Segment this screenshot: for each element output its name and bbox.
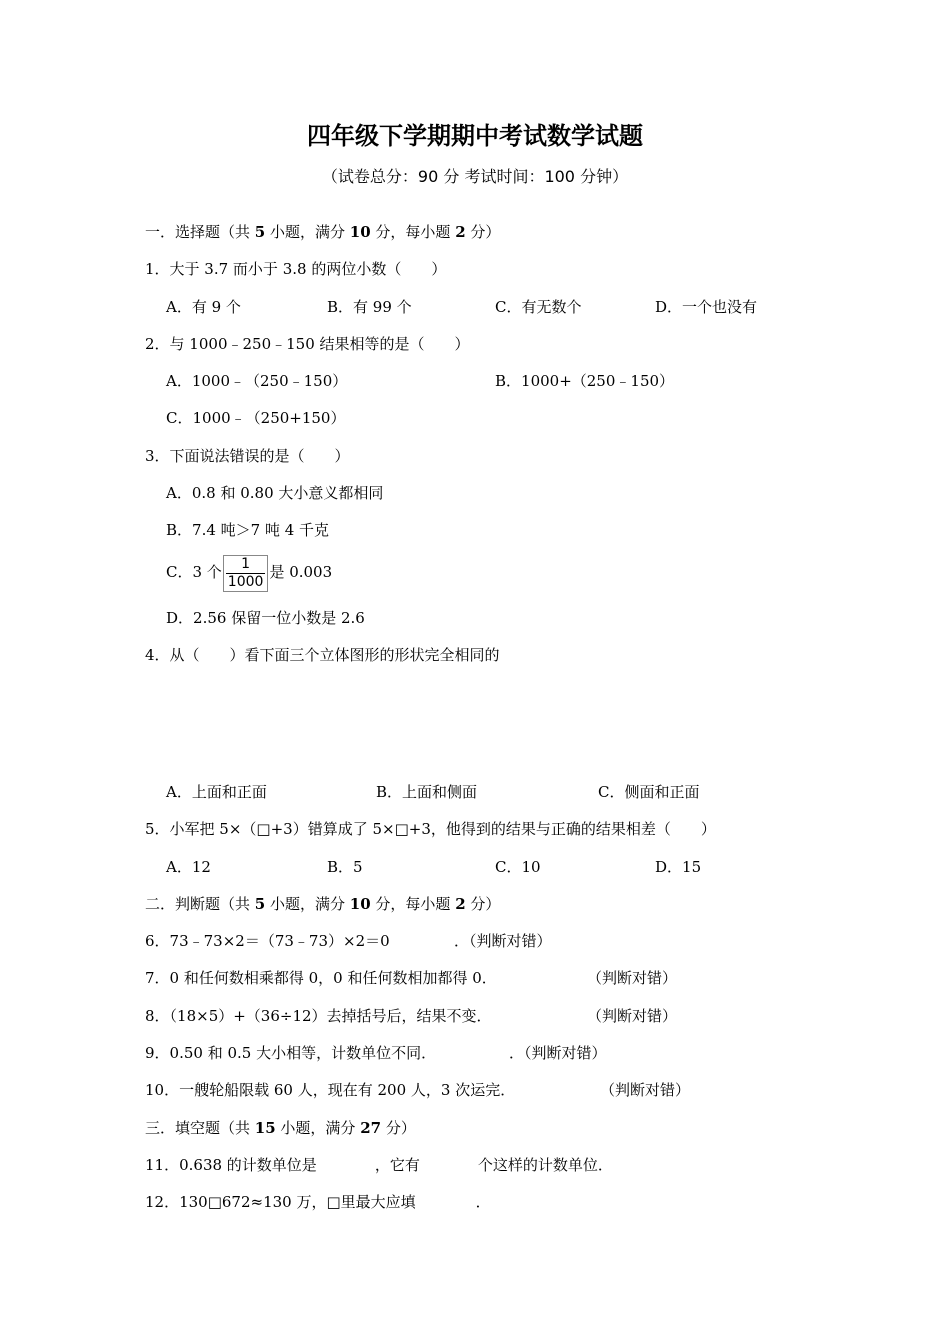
q4-option-a: A．上面和正面 [166,783,267,801]
q5-option-a: A．12 [166,858,211,876]
question-3: 3．下面说法错误的是（ ） [145,447,350,465]
question-4: 4．从（ ）看下面三个立体图形的形状完全相同的 [145,646,500,664]
q2-option-b: B．1000+（250﹣150） [495,372,675,390]
section-heading-fill: 三．填空题（共 15 小题，满分 27 分） [145,1119,416,1137]
question-6: 6．73﹣73×2＝（73﹣73）×2＝0 [145,932,390,950]
question-5: 5．小军把 5×（□+3）错算成了 5×□+3，他得到的结果与正确的结果相差（ ） [145,820,716,838]
question-10: 10．一艘轮船限载 60 人，现在有 200 人，3 次运完． [145,1081,516,1099]
q3-option-b: B．7.4 吨＞7 吨 4 千克 [166,521,330,539]
fraction-one-thousandth: $\frac{1}{1000}$ [223,555,269,592]
q5-option-c: C．10 [495,858,541,876]
question-7: 7．0 和任何数相乘都得 0，0 和任何数相加都得 0． [145,969,497,987]
question-8: 8．（18×5）+（36÷12）去掉括号后，结果不变． [145,1007,492,1025]
question-1: 1．大于 3.7 而小于 3.8 的两位小数（ ） [145,260,447,278]
q2-option-a: A．1000﹣（250﹣150） [166,372,348,390]
question-2: 2．与 1000﹣250﹣150 结果相等的是（ ） [145,335,470,353]
q9-judge-tag: ．（判断对错） [509,1044,607,1062]
question-9: 9．0.50 和 0.5 大小相等，计数单位不同． [145,1044,437,1062]
page-subtitle: （试卷总分：90 分 考试时间：100 分钟） [321,167,629,186]
q4-option-b: B．上面和侧面 [376,783,478,801]
q3-option-d: D．2.56 保留一位小数是 2.6 [166,609,365,627]
q10-judge-tag: （判断对错） [600,1081,691,1099]
q1-option-b: B．有 99 个 [327,298,412,316]
q5-option-d: D．15 [655,858,702,876]
q7-judge-tag: （判断对错） [587,969,678,987]
section-heading-judge: 二．判断题（共 5 小题，满分 10 分，每小题 2 分） [145,895,501,913]
q1-option-c: C．有无数个 [495,298,582,316]
page-title: 四年级下学期期中考试数学试题 [307,122,643,150]
q3-option-c: C．3 个 $\frac{1}{1000}$ 是 0.003 [166,555,333,590]
q3-option-a: A．0.8 和 0.80 大小意义都相同 [166,484,384,502]
q6-judge-tag: ．（判断对错） [454,932,552,950]
question-12: 12．130□672≈130 万，□里最大应填 ． [145,1193,491,1211]
section-heading-choice: 一．选择题（共 5 小题，满分 10 分，每小题 2 分） [145,223,501,241]
q2-option-c: C．1000﹣（250+150） [166,409,346,427]
q1-option-d: D．一个也没有 [655,298,758,316]
q4-option-c: C．侧面和正面 [598,783,700,801]
q8-judge-tag: （判断对错） [587,1007,678,1025]
q5-option-b: B．5 [327,858,363,876]
question-11: 11．0.638 的计数单位是 ，它有 个这样的计数单位． [145,1156,613,1174]
q1-option-a: A．有 9 个 [166,298,241,316]
